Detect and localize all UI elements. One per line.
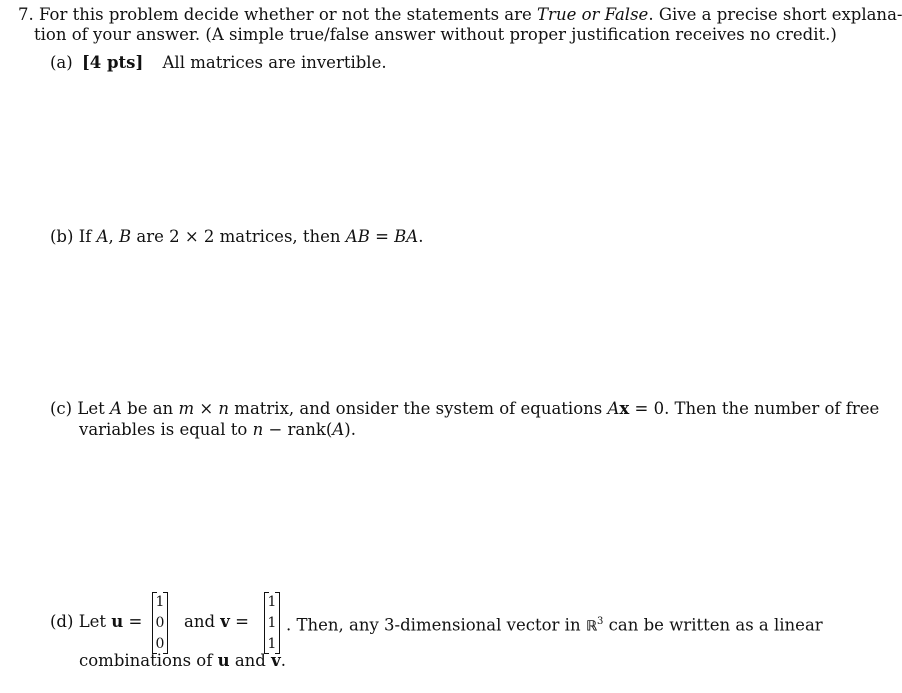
intro-text: For this problem decide whether or not the statements are: [39, 5, 538, 24]
problem-statement-line-1: [18, 4, 902, 26]
vector-u-entry: 1: [155, 594, 165, 611]
part-d-label: (d): [50, 612, 74, 631]
vector-v-symbol: v: [220, 612, 230, 631]
vector-u-entry: 0: [155, 635, 165, 652]
part-d-label-and-u: (d) Let u =: [50, 612, 143, 631]
problem-number: 7.: [18, 5, 34, 24]
part-b-label: (b): [50, 227, 74, 246]
part-b-statement: If A, B are 2 × 2 matrices, then AB = BA.: [78, 227, 424, 246]
part-d-statement-line-1: . Then, any 3-dimensional vector in ℝ$^3$ can be written as a linear: [286, 615, 823, 635]
vector-v-entry: 1: [267, 614, 277, 631]
part-c-label: (c): [50, 399, 73, 418]
vector-v-entry: 1: [267, 635, 277, 652]
problem-statement-line-2: tion of your answer. (A simple true/false answer without proper justification receives no credit.): [34, 25, 837, 44]
vector-u: [152, 592, 168, 654]
intro-text-tail: . Give a precise short explana-: [648, 5, 902, 24]
vector-v-entry: 1: [267, 594, 277, 611]
vector-u-entry: 0: [155, 614, 165, 631]
part-d-and-v: and v =: [184, 612, 249, 631]
part-c-statement-line-2: variables is equal to n − rank(A).: [79, 420, 356, 439]
part-d-statement-line-2: combinations of u and v.: [79, 651, 286, 670]
part-c: [50, 398, 879, 420]
part-a-label: (a): [50, 53, 73, 72]
part-a: [50, 52, 387, 74]
true-false-phrase: True or False: [537, 5, 649, 24]
vector-u-symbol: u: [111, 612, 124, 631]
part-b: [50, 226, 423, 248]
part-a-statement: All matrices are invertible.: [162, 53, 387, 72]
vector-v: [264, 592, 280, 654]
real-numbers-symbol: ℝ: [585, 618, 598, 635]
part-c-statement-line-1: Let A be an m × n matrix, and onsider the system of equations Ax = 0. Then the number of free: [77, 399, 880, 418]
part-a-points: [4 pts]: [81, 53, 144, 72]
